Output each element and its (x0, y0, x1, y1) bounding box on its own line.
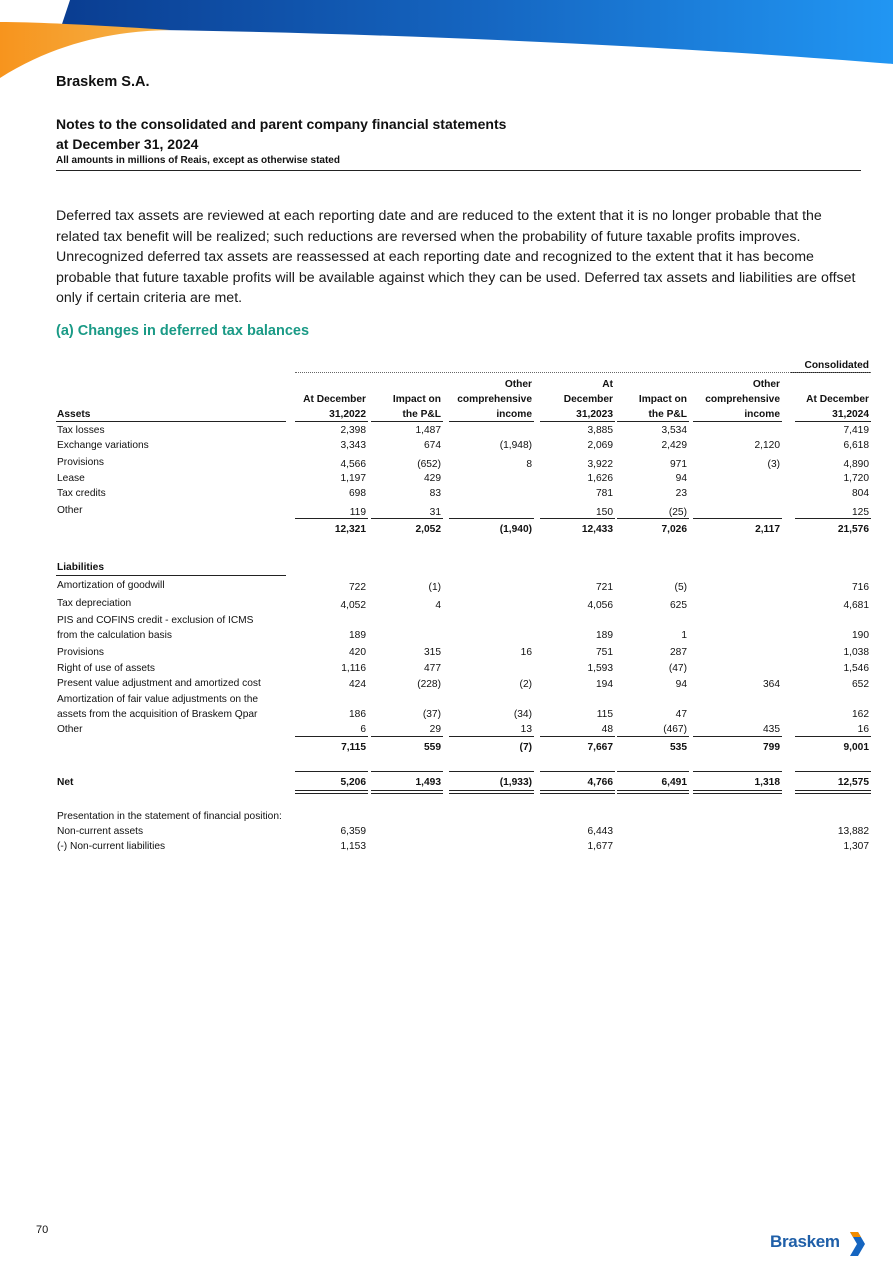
row-label: Other (57, 724, 83, 735)
liabilities-heading: Liabilities (57, 562, 104, 573)
table-cell: 698 (349, 488, 366, 499)
cell-underline (295, 771, 368, 772)
row-label: Provisions (57, 647, 104, 658)
table-cell: 315 (424, 647, 441, 658)
table-cell: 799 (763, 742, 780, 753)
column-header-underline (295, 421, 368, 422)
table-cell: 1,116 (341, 663, 366, 674)
braskem-logo (770, 1232, 840, 1252)
column-header: At December (303, 394, 366, 405)
column-header: the P&L (402, 409, 441, 420)
table-cell: 4,052 (340, 600, 366, 611)
liabilities-heading-underline (56, 575, 286, 576)
cell-underline (371, 771, 443, 772)
row-label: from the calculation basis (57, 630, 172, 641)
row-label: assets from the acquisition of Braskem Qpar (57, 709, 258, 720)
cell-underline (617, 790, 689, 791)
cell-underline (295, 736, 368, 737)
table-cell: 2,398 (340, 425, 366, 436)
table-cell: 287 (670, 647, 687, 658)
column-header-underline (371, 421, 443, 422)
cell-underline (795, 793, 871, 794)
table-cell: 3,534 (661, 425, 687, 436)
table-cell: 971 (670, 459, 687, 470)
cell-underline (540, 790, 615, 791)
column-header: December (563, 394, 613, 405)
cell-underline (540, 793, 615, 794)
table-cell: 115 (596, 709, 613, 720)
cell-underline (693, 793, 782, 794)
table-cell: 6,491 (661, 777, 687, 788)
table-cell: 625 (670, 600, 687, 611)
header-top-rule (295, 372, 871, 373)
table-cell: 94 (675, 679, 687, 690)
cell-underline (693, 771, 782, 772)
table-cell: 4,766 (587, 777, 613, 788)
table-cell: 16 (857, 724, 869, 735)
table-cell: 2,120 (754, 440, 780, 451)
company-name: Braskem S.A. (56, 74, 150, 90)
table-cell: 7,667 (587, 742, 613, 753)
table-cell: (1,948) (499, 440, 532, 451)
logo-text: Braskem (770, 1232, 840, 1251)
cell-underline (795, 771, 871, 772)
row-label: Present value adjustment and amortized cost (57, 678, 261, 689)
table-cell: 3,922 (587, 459, 613, 470)
table-cell: 1,153 (340, 841, 366, 852)
table-cell: 5,206 (340, 777, 366, 788)
cell-underline (540, 736, 615, 737)
page-subtitle: All amounts in millions of Reais, except as otherwise stated (56, 155, 340, 166)
presentation-heading: Presentation in the statement of financial position: (57, 811, 282, 822)
table-cell: 162 (852, 709, 869, 720)
table-cell: 1,038 (843, 647, 869, 658)
table-cell: 4,566 (340, 459, 366, 470)
table-cell: 6 (360, 724, 366, 735)
cell-underline (449, 771, 534, 772)
table-cell: (47) (668, 663, 687, 674)
table-cell: 2,429 (661, 440, 687, 451)
page-title-date: at December 31, 2024 (56, 136, 199, 152)
column-header-underline (540, 421, 615, 422)
table-cell: 29 (429, 724, 441, 735)
table-cell: 2,069 (587, 440, 613, 451)
cell-underline (795, 518, 871, 519)
cell-underline (693, 736, 782, 737)
table-cell: 1,487 (415, 425, 441, 436)
page-number: 70 (36, 1224, 49, 1236)
table-cell: 1,318 (754, 777, 780, 788)
table-cell: 7,419 (843, 425, 869, 436)
table-cell: 16 (520, 647, 532, 658)
table-cell: (3) (767, 459, 780, 470)
cell-underline (617, 793, 689, 794)
table-cell: 6,618 (843, 440, 869, 451)
table-cell: 364 (763, 679, 780, 690)
net-label: Net (57, 777, 74, 788)
cell-underline (617, 771, 689, 772)
column-header: income (496, 409, 532, 420)
table-cell: 23 (675, 488, 687, 499)
cell-underline (693, 790, 782, 791)
table-cell: 1 (681, 630, 687, 641)
table-cell: 186 (349, 709, 366, 720)
table-cell: 716 (852, 582, 869, 593)
cell-underline (449, 736, 534, 737)
table-cell: 722 (349, 582, 366, 593)
table-cell: (37) (422, 709, 441, 720)
row-label: Lease (57, 473, 85, 484)
logo-chevron-icon (848, 1230, 868, 1258)
table-cell: 189 (596, 630, 613, 641)
column-header: At December (806, 394, 869, 405)
cell-underline (371, 518, 443, 519)
table-cell: 194 (596, 679, 613, 690)
cell-underline (617, 736, 689, 737)
row-label: Amortization of fair value adjustments on the (57, 694, 259, 705)
column-header-underline (693, 421, 782, 422)
cell-underline (617, 518, 689, 519)
table-cell: 8 (526, 459, 532, 470)
table-cell: 4,890 (843, 459, 869, 470)
table-cell: 7,115 (341, 742, 366, 753)
table-cell: 420 (349, 647, 366, 658)
column-header: Impact on (392, 394, 441, 405)
table-cell: 6,359 (340, 826, 366, 837)
assets-heading: Assets (57, 409, 91, 420)
cell-underline (693, 518, 782, 519)
table-cell: 4 (435, 600, 441, 611)
table-cell: 1,593 (587, 663, 613, 674)
table-scope-label: Consolidated (804, 360, 869, 371)
body-paragraph: Deferred tax assets are reviewed at each reporting date and are reduced to the extent that it is no longer probable that the related tax benefit will be realized; such reductions are reversed when the probability of future taxable profits improves. Unrecognized deferred tax assets are reassessed at each reporting date and recognized to the extent that it has become probable that future taxable profits will be available against which they can be used. Deferred tax assets and liabilities are offset only if certain criteria are met. (56, 208, 856, 307)
header-banner (0, 0, 893, 80)
column-header-underline (795, 421, 871, 422)
table-cell: 804 (852, 488, 869, 499)
table-cell: 1,546 (843, 663, 869, 674)
column-header: Other (504, 379, 532, 390)
table-cell: (25) (668, 507, 687, 518)
row-label: Provisions (57, 457, 104, 468)
cell-underline (449, 790, 534, 791)
table-cell: 47 (675, 709, 687, 720)
row-label: Tax credits (57, 488, 106, 499)
table-cell: 48 (601, 724, 613, 735)
table-cell: 1,493 (415, 777, 441, 788)
table-cell: 21,576 (837, 524, 869, 535)
table-cell: 1,720 (843, 473, 869, 484)
table-cell: 12,321 (334, 524, 366, 535)
cell-underline (371, 793, 443, 794)
table-cell: 559 (424, 742, 441, 753)
table-cell: (1,940) (499, 524, 532, 535)
row-label: (-) Non-current liabilities (57, 841, 166, 852)
table-cell: 13,882 (837, 826, 869, 837)
table-cell: 4,681 (843, 600, 869, 611)
table-cell: 13 (520, 724, 532, 735)
column-header: 31,2023 (576, 409, 613, 420)
table-cell: 119 (349, 507, 366, 518)
table-cell: 2,117 (755, 524, 780, 535)
row-label: Exchange variations (57, 440, 149, 451)
cell-underline (371, 736, 443, 737)
table-cell: 674 (424, 440, 441, 451)
column-header-underline (617, 421, 689, 422)
table-cell: (1) (428, 582, 441, 593)
column-header: comprehensive (457, 394, 532, 405)
row-label: Right of use of assets (57, 663, 155, 674)
table-cell: 2,052 (415, 524, 441, 535)
table-cell: (5) (674, 582, 687, 593)
table-cell: (34) (513, 709, 532, 720)
row-label: Tax depreciation (57, 598, 132, 609)
table-cell: 721 (596, 582, 613, 593)
table-cell: 751 (596, 647, 613, 658)
row-label: Tax losses (57, 425, 105, 436)
column-header-underline (449, 421, 534, 422)
table-cell: (228) (417, 679, 441, 690)
page-title: Notes to the consolidated and parent company financial statements (56, 116, 507, 132)
row-label: Other (57, 505, 83, 516)
cell-underline (295, 518, 368, 519)
table-cell: 3,885 (587, 425, 613, 436)
cell-underline (295, 793, 368, 794)
table-cell: 12,575 (837, 777, 869, 788)
column-header: Impact on (638, 394, 687, 405)
table-cell: 1,677 (587, 841, 613, 852)
table-cell: 535 (670, 742, 687, 753)
cell-underline (449, 518, 534, 519)
table-cell: 1,307 (843, 841, 869, 852)
table-cell: 435 (763, 724, 780, 735)
row-label: Non-current assets (57, 826, 144, 837)
column-header: 31,2024 (832, 409, 869, 420)
table-cell: 781 (596, 488, 613, 499)
table-cell: 9,001 (843, 742, 869, 753)
table-cell: 31 (429, 507, 441, 518)
cell-underline (449, 793, 534, 794)
column-header: income (744, 409, 780, 420)
table-cell: 6,443 (587, 826, 613, 837)
table-cell: (652) (417, 459, 441, 470)
section-title: (a) Changes in deferred tax balances (56, 323, 310, 339)
table-cell: 94 (675, 473, 687, 484)
header-divider (56, 170, 861, 171)
table-cell: 429 (424, 473, 441, 484)
table-cell: 12,433 (581, 524, 613, 535)
column-header: Other (752, 379, 780, 390)
row-label: Amortization of goodwill (57, 580, 165, 591)
column-header: the P&L (648, 409, 687, 420)
table-cell: (7) (519, 742, 532, 753)
table-cell: (467) (663, 724, 687, 735)
cell-underline (795, 790, 871, 791)
column-header: comprehensive (705, 394, 780, 405)
table-cell: 150 (596, 507, 613, 518)
row-label: PIS and COFINS credit - exclusion of ICMS (57, 615, 254, 626)
table-cell: 1,197 (340, 473, 366, 484)
table-cell: 125 (852, 507, 869, 518)
column-header: 31,2022 (329, 409, 366, 420)
cell-underline (795, 736, 871, 737)
table-cell: 4,056 (587, 600, 613, 611)
assets-heading-underline (56, 421, 286, 422)
table-cell: 3,343 (340, 440, 366, 451)
table-cell: 7,026 (661, 524, 687, 535)
table-cell: 83 (429, 488, 441, 499)
column-header: At (602, 379, 613, 390)
table-cell: (2) (519, 679, 532, 690)
table-cell: 424 (349, 679, 366, 690)
table-cell: (1,933) (499, 777, 532, 788)
cell-underline (540, 518, 615, 519)
cell-underline (371, 790, 443, 791)
table-cell: 189 (349, 630, 366, 641)
table-cell: 190 (852, 630, 869, 641)
table-cell: 652 (852, 679, 869, 690)
table-cell: 1,626 (587, 473, 613, 484)
table-cell: 477 (424, 663, 441, 674)
cell-underline (295, 790, 368, 791)
cell-underline (540, 771, 615, 772)
